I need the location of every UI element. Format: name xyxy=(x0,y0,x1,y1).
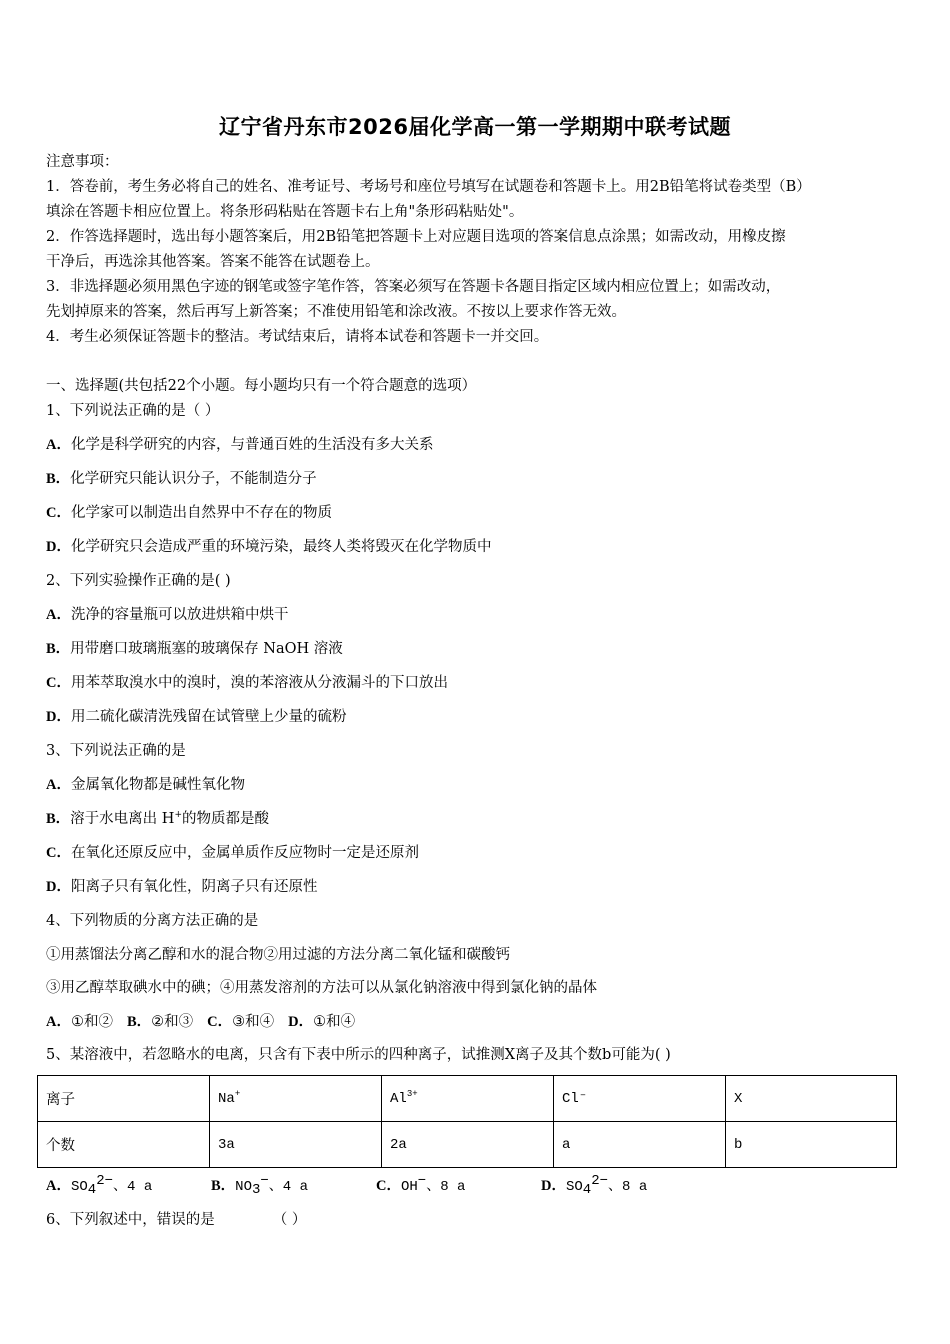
q3-option-d xyxy=(46,877,317,897)
notice-heading: 注意事项： xyxy=(46,154,119,170)
option-letter: A． xyxy=(46,607,71,623)
table-cell: Na+ xyxy=(210,1076,382,1122)
q4-statement-line: ①用蒸馏法分离乙醇和水的混合物②用过滤的方法分离二氧化锰和碳酸钙 xyxy=(46,947,510,963)
option-letter: C． xyxy=(207,1014,233,1030)
q2-option-d xyxy=(46,707,346,727)
option-letter: B． xyxy=(126,1014,152,1030)
q2-option-b xyxy=(46,639,343,659)
notice-line: 4．考生必须保证答题卡的整洁。考试结束后，请将本试卷和答题卡一并交回。 xyxy=(46,329,549,345)
table-row xyxy=(38,1122,897,1168)
notice-line: 1．答卷前，考生务必将自己的姓名、准考证号、考场号和座位号填写在试题卷和答题卡上。用2B铅笔将试卷类型（B） xyxy=(46,179,811,195)
q4-option-d xyxy=(288,1012,355,1032)
page-title: 辽宁省丹东市2026届化学高一第一学期期中联考试题 xyxy=(219,115,731,139)
option-text: 在氧化还原反应中，金属单质作反应物时一定是还原剂 xyxy=(70,845,419,861)
question-5-stem: 5、某溶液中，若忽略水的电离，只含有下表中所示的四种离子，试推测X离子及其个数b可能为( ) xyxy=(46,1047,671,1063)
q3-option-c xyxy=(46,843,419,863)
question-1-stem: 1、下列说法正确的是（ ） xyxy=(46,403,220,419)
option-text: 化学研究只能认识分子，不能制造分子 xyxy=(70,471,317,487)
table-cell: a xyxy=(554,1122,726,1168)
table-cell: Cl⁻ xyxy=(554,1076,726,1122)
table-cell: b xyxy=(726,1122,897,1168)
option-letter: D． xyxy=(541,1178,566,1194)
table-cell: $Al^{3+}$ xyxy=(382,1076,554,1122)
option-letter: A． xyxy=(46,1178,71,1194)
option-text: 洗净的容量瓶可以放进烘箱中烘干 xyxy=(70,607,289,623)
option-letter: D． xyxy=(46,879,71,895)
q1-option-d xyxy=(46,537,491,557)
q5-option-c: C．OH−、8 a xyxy=(376,1173,466,1195)
option-letter: C． xyxy=(376,1178,401,1194)
q1-option-b xyxy=(46,469,317,489)
question-6-stem: 6、下列叙述中，错误的是 （ ） xyxy=(46,1212,307,1228)
option-letter: C． xyxy=(46,845,71,861)
option-text: 金属氧化物都是碱性氧化物 xyxy=(70,777,245,793)
option-letter: B． xyxy=(46,471,71,487)
q5-option-d: D．$SO_4^{2-}$、8 a xyxy=(541,1173,648,1198)
question-3-stem: 3、下列说法正确的是 xyxy=(46,743,186,759)
option-text: 化学研究只会造成严重的环境污染，最终人类将毁灭在化学物质中 xyxy=(70,539,492,555)
option-letter: C． xyxy=(46,505,71,521)
option-letter: D． xyxy=(46,709,71,725)
question-4-stem: 4、下列物质的分离方法正确的是 xyxy=(46,913,259,929)
option-letter: A． xyxy=(46,777,71,793)
table-cell: 3a xyxy=(210,1122,382,1168)
notice-line: 填涂在答题卡相应位置上。将条形码粘贴在答题卡右上角"条形码粘贴处"。 xyxy=(46,204,524,220)
option-text: ①和② xyxy=(70,1014,113,1030)
q1-option-a xyxy=(46,435,433,455)
table-row xyxy=(38,1076,897,1122)
option-text: 用苯萃取溴水中的溴时，溴的苯溶液从分液漏斗的下口放出 xyxy=(70,675,448,691)
q4-option-b xyxy=(127,1012,193,1032)
q4-options xyxy=(46,1012,355,1032)
option-text: 化学是科学研究的内容，与普通百姓的生活没有多大关系 xyxy=(70,437,434,453)
option-letter: A． xyxy=(46,1014,71,1030)
option-letter: B． xyxy=(211,1178,236,1194)
notice-line: 先划掉原来的答案，然后再写上新答案；不准使用铅笔和涂改液。不按以上要求作答无效。 xyxy=(46,304,626,320)
table-cell: 个数 xyxy=(38,1122,210,1168)
option-text: ①和④ xyxy=(313,1014,356,1030)
option-text: 溶于水电离出 H xyxy=(70,811,175,827)
option-text: 化学家可以制造出自然界中不存在的物质 xyxy=(70,505,332,521)
option-text: 的物质都是酸 xyxy=(181,811,269,827)
q5-option-b: B．$NO_3^-$、4 a xyxy=(211,1173,309,1198)
notice-line: 3．非选择题必须用黑色字迹的钢笔或签字笔作答，答案必须写在答题卡各题目指定区域内相应位置上；如需改动， xyxy=(46,279,781,295)
table-cell: X xyxy=(726,1076,897,1122)
q5-options xyxy=(46,1173,648,1198)
superscript: + xyxy=(174,810,182,820)
option-text: 阳离子只有氧化性，阴离子只有还原性 xyxy=(70,879,318,895)
option-text: 用带磨口玻璃瓶塞的玻璃保存 NaOH 溶液 xyxy=(70,641,343,657)
option-text: ③和④ xyxy=(232,1014,275,1030)
table-cell: 离子 xyxy=(38,1076,210,1122)
option-letter: A． xyxy=(46,437,71,453)
option-text: 用二硫化碳清洗残留在试管壁上少量的硫粉 xyxy=(70,709,347,725)
option-letter: D． xyxy=(46,539,71,555)
question-2-stem: 2、下列实验操作正确的是( ) xyxy=(46,573,231,589)
q5-option-a: A．$SO_4^{2-}$、4 a xyxy=(46,1173,153,1198)
option-text: ②和③ xyxy=(151,1014,194,1030)
option-letter: B． xyxy=(46,641,71,657)
option-letter: D． xyxy=(288,1014,314,1030)
notice-line: 2．作答选择题时，选出每小题答案后，用2B铅笔把答题卡上对应题目选项的答案信息点涂黑；如需改动，用橡皮擦 xyxy=(46,229,786,245)
q1-option-c xyxy=(46,503,332,523)
notice-line: 干净后，再选涂其他答案。答案不能答在试题卷上。 xyxy=(46,254,380,270)
q4-option-c xyxy=(207,1012,274,1032)
q3-option-a xyxy=(46,775,245,795)
option-letter: B． xyxy=(46,811,71,827)
ion-table xyxy=(37,1075,897,1168)
section-heading: 一、选择题(共包括22个小题。每小题均只有一个符合题意的选项） xyxy=(46,378,477,394)
table-cell: 2a xyxy=(382,1122,554,1168)
option-letter: C． xyxy=(46,675,71,691)
q4-option-a xyxy=(46,1012,113,1032)
q2-option-c xyxy=(46,673,448,693)
q3-option-b xyxy=(46,809,269,829)
q4-statement-line: ③用乙醇萃取碘水中的碘；④用蒸发溶剂的方法可以从氯化钠溶液中得到氯化钠的晶体 xyxy=(46,980,597,996)
q2-option-a xyxy=(46,605,288,625)
